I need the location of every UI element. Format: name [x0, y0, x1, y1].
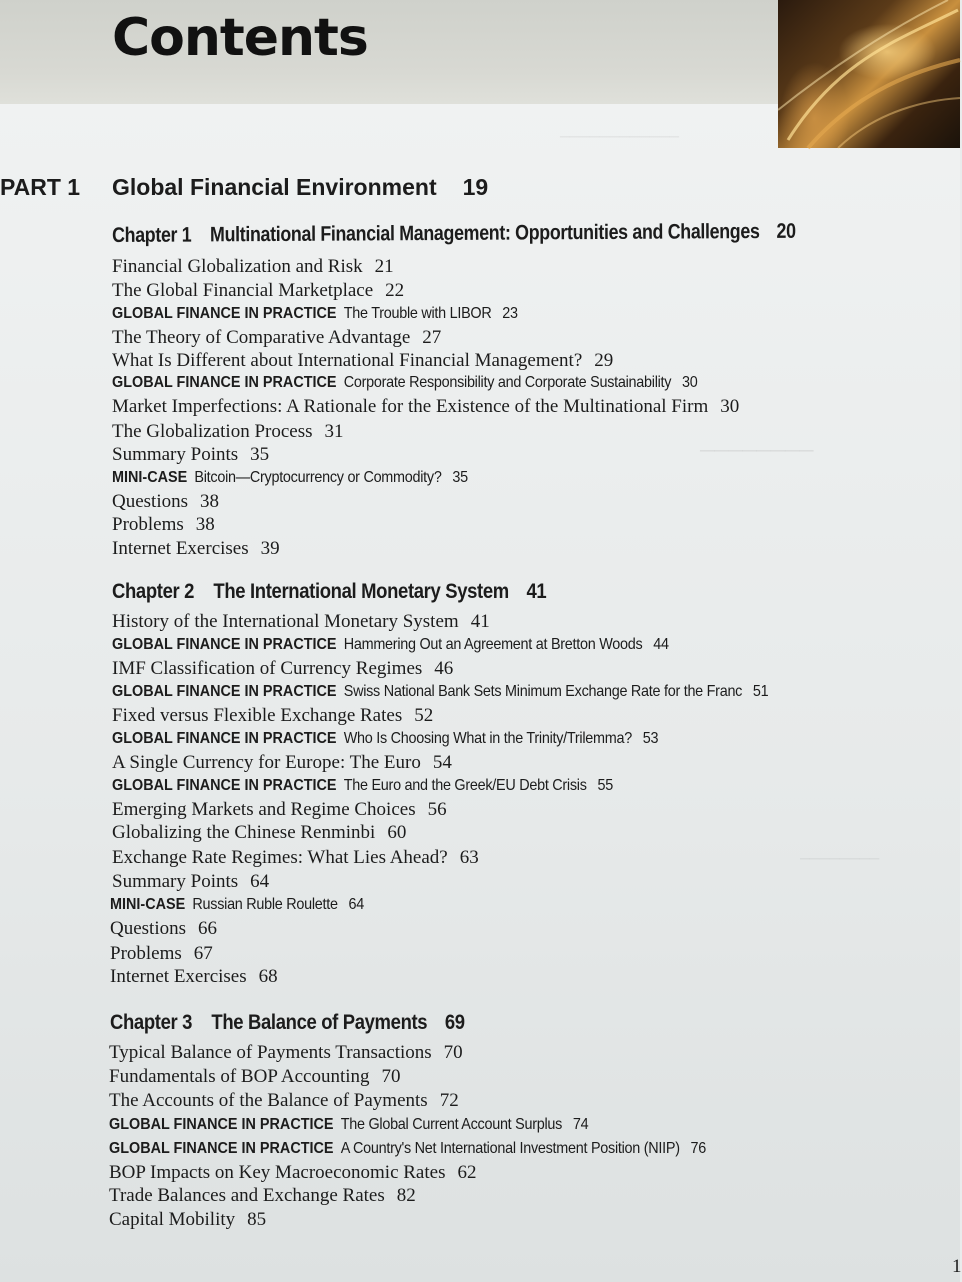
entry-tag: GLOBAL FINANCE IN PRACTICE	[109, 1116, 334, 1133]
entry-text: Internet Exercises	[112, 538, 249, 559]
entry-text: Exchange Rate Regimes: What Lies Ahead?	[112, 847, 448, 868]
entry-tag: GLOBAL FINANCE IN PRACTICE	[112, 374, 337, 391]
entry-text: History of the International Monetary System	[112, 611, 459, 632]
entry-tag: GLOBAL FINANCE IN PRACTICE	[112, 730, 337, 747]
toc-entry	[112, 256, 394, 278]
entry-page-number: 82	[396, 1185, 416, 1206]
corner-photo	[778, 0, 960, 148]
entry-page-number: 76	[690, 1140, 707, 1157]
toc-entry	[112, 611, 490, 633]
chapter-page-number: 20	[776, 219, 796, 243]
toc-entry	[112, 705, 433, 727]
toc-entry-feature	[109, 1116, 588, 1134]
toc-entry	[109, 1042, 463, 1064]
chapter-number: Chapter 3	[110, 1011, 193, 1034]
entry-page-number: 27	[422, 327, 442, 348]
entry-page-number: 64	[250, 871, 270, 892]
chapter-title: The International Monetary System	[213, 580, 509, 603]
entry-text: Corporate Responsibility and Corporate Sustainability	[343, 374, 672, 391]
entry-page-number: 41	[470, 611, 490, 632]
entry-text: The Global Current Account Surplus	[340, 1116, 563, 1133]
toc-entry	[112, 421, 344, 443]
toc-entry	[112, 799, 447, 821]
entry-page-number: 64	[348, 896, 365, 913]
toc-entry	[110, 943, 213, 965]
entry-page-number: 68	[258, 966, 278, 987]
toc-entry	[112, 847, 479, 869]
chapter-number: Chapter 1	[112, 223, 192, 247]
entry-page-number: 85	[247, 1209, 267, 1230]
toc-entry	[112, 327, 441, 349]
entry-page-number: 38	[195, 514, 215, 535]
toc-entry	[112, 871, 269, 893]
entry-page-number: 35	[250, 444, 270, 465]
entry-tag: GLOBAL FINANCE IN PRACTICE	[112, 777, 337, 794]
entry-page-number: 30	[720, 396, 740, 417]
entry-page-number: 51	[752, 683, 769, 700]
entry-text: Market Imperfections: A Rationale for the Existence of the Multinational Firm	[112, 396, 709, 417]
entry-tag: GLOBAL FINANCE IN PRACTICE	[112, 636, 337, 653]
entry-text: Globalizing the Chinese Renminbi	[112, 822, 376, 843]
chapter-page-number: 69	[444, 1011, 465, 1034]
entry-page-number: 21	[374, 256, 394, 277]
entry-page-number: 35	[452, 469, 468, 486]
chapter-heading	[110, 1011, 465, 1035]
toc-entry	[110, 918, 217, 940]
entry-text: What Is Different about International Financial Management?	[112, 350, 583, 371]
entry-tag: GLOBAL FINANCE IN PRACTICE	[112, 305, 337, 322]
toc-entry	[112, 538, 280, 560]
toc-entry-feature	[109, 1140, 706, 1158]
entry-text: Questions	[110, 918, 186, 939]
entry-page-number: 56	[427, 799, 447, 820]
entry-tag: GLOBAL FINANCE IN PRACTICE	[109, 1140, 334, 1157]
entry-text: Bitcoin—Cryptocurrency or Commodity?	[194, 469, 442, 486]
entry-text: IMF Classification of Currency Regimes	[112, 658, 423, 679]
entry-page-number: 63	[459, 847, 479, 868]
toc-entry-feature	[112, 374, 697, 392]
entry-text: BOP Impacts on Key Macroeconomic Rates	[109, 1162, 446, 1183]
chapter-title: Multinational Financial Management: Opportunities and Challenges	[209, 220, 760, 247]
entry-tag: MINI-CASE	[110, 896, 186, 913]
toc-entry	[112, 491, 219, 513]
part-page-number: 19	[462, 174, 489, 200]
entry-text: Summary Points	[112, 444, 239, 465]
entry-page-number: 67	[193, 943, 213, 964]
toc-entry	[109, 1066, 401, 1088]
entry-page-number: 30	[682, 374, 698, 391]
entry-text: Russian Ruble Roulette	[192, 896, 338, 913]
toc-entry	[110, 966, 278, 988]
entry-text: The Trouble with LIBOR	[343, 305, 492, 322]
chapter-number: Chapter 2	[112, 580, 195, 603]
part-title-wrap	[112, 174, 488, 201]
toc-entry-feature	[112, 305, 518, 323]
entry-text: The Global Financial Marketplace	[112, 280, 374, 301]
entry-text: Typical Balance of Payments Transactions	[109, 1042, 432, 1063]
toc-entry	[112, 658, 453, 680]
toc-entry	[109, 1090, 459, 1112]
entry-page-number: 23	[502, 305, 518, 322]
toc-page: Contents ──────────── ──────── ──────── PART 1 Global Financial Environment 19 Chapter 1 Multinational Financial Management: Opportunities and Challenges 20 Financial Globalization and Risk 21 The Global Financial Marketplace 22 GLOBAL FINANCE IN PRACTICE The Trouble with LIBOR 23 The Theory of Comparative Advantage 27 What Is Different about International Financial Management? 29 GLOBAL FINANCE IN PRACTICE Corporate Responsibility and Corporate Sustainability 30 Market Imperfections: A Rationale for the Existence of the Multinational Firm 30 The Globalization Process 31 Summary Points 35 MINI-CASE Bitcoin—Cryptocurrency or Commodity? 35 Questions 38 Problems 38 Internet Exercises 39 Chapter 2 The International Monetary System 41 History of the International Monetary System 41 GLOBAL FINANCE IN PRACTICE Hammering Out an Agreement at Bretton Woods 44 IMF Classification of Currency Regimes 46 GLOBAL FINANCE IN PRACTICE Swiss National Bank Sets Minimum Exchange Rate for the Franc 51 Fixed versus Flexible Exchange Rates 52 GLOBAL FINANCE IN PRACTICE Who Is Choosing What in the Trinity/Trilemma? 53 A Single Currency for Europe: The Euro 54 GLOBAL FINANCE IN PRACTICE The Euro and the Greek/EU Debt Crisis 55 Emerging Markets and Regime Choices 56 Globalizing the Chinese Renminbi 60 Exchange Rate Regimes: What Lies Ahead? 63 Summary Points 64 MINI-CASE Russian Ruble Roulette 64 Questions 66 Problems 67 Internet Exercises 68 Chapter 3 The Balance of Payments 69 Typical Balance of Payments Transactions 70 Fundamentals of BOP Accounting 70 The Accounts of the Balance of Payments 72 GLOBAL FINANCE IN PRACTICE The Global Current Account Surplus 74 GLOBAL FINANCE IN PRACTICE A Country's Net International Investment Position (NIIP) 76 BOP Impacts on Key Macroeconomic Rates 62 Trade Balances and Exchange Rates 82 Capital Mobility 85 1	[0, 0, 960, 1282]
entry-text: Capital Mobility	[109, 1209, 236, 1230]
entry-text: Fundamentals of BOP Accounting	[109, 1066, 370, 1087]
entry-page-number: 55	[597, 777, 613, 794]
entry-tag: MINI-CASE	[112, 469, 188, 486]
entry-page-number: 44	[653, 636, 669, 653]
entry-page-number: 70	[443, 1042, 463, 1063]
toc-entry	[112, 444, 269, 466]
toc-entry	[112, 396, 739, 418]
entry-text: The Accounts of the Balance of Payments	[109, 1090, 428, 1111]
part-label: PART 1	[0, 174, 81, 200]
toc-entry	[109, 1162, 476, 1184]
chapter-heading	[112, 220, 796, 248]
entry-text: Swiss National Bank Sets Minimum Exchange Rate for the Franc	[343, 683, 743, 700]
entry-page-number: 54	[432, 752, 452, 773]
entry-page-number: 29	[594, 350, 614, 371]
entry-text: Financial Globalization and Risk	[112, 256, 363, 277]
entry-text: Hammering Out an Agreement at Bretton Woods	[343, 636, 643, 653]
entry-page-number: 70	[381, 1066, 401, 1087]
chapter-title: The Balance of Payments	[211, 1011, 428, 1034]
toc-entry	[109, 1209, 266, 1231]
entry-page-number: 39	[260, 538, 280, 559]
entry-page-number: 72	[439, 1090, 459, 1111]
toc-entry-feature	[112, 636, 669, 654]
toc-entry	[112, 514, 215, 536]
entry-text: The Euro and the Greek/EU Debt Crisis	[343, 777, 587, 794]
toc-entry-mini-case	[110, 896, 364, 914]
entry-text: A Country's Net International Investment Position (NIIP)	[340, 1140, 680, 1157]
entry-page-number: 46	[434, 658, 454, 679]
entry-text: A Single Currency for Europe: The Euro	[112, 752, 421, 773]
chapter-heading	[112, 580, 546, 604]
entry-page-number: 74	[572, 1116, 589, 1133]
toc-entry-feature	[112, 683, 768, 701]
entry-tag: GLOBAL FINANCE IN PRACTICE	[112, 683, 337, 700]
page-title: Contents	[112, 8, 368, 68]
entry-text: Summary Points	[112, 871, 239, 892]
entry-text: Who Is Choosing What in the Trinity/Trilemma?	[343, 730, 632, 747]
entry-text: Problems	[110, 943, 182, 964]
chapter-page-number: 41	[526, 580, 547, 603]
entry-text: Problems	[112, 514, 184, 535]
toc-entry	[112, 280, 404, 302]
page-number: 1	[952, 1256, 962, 1277]
entry-text: Trade Balances and Exchange Rates	[109, 1185, 385, 1206]
entry-text: Emerging Markets and Regime Choices	[112, 799, 416, 820]
toc-entry	[112, 822, 406, 844]
toc-entry-feature	[112, 730, 658, 748]
entry-page-number: 31	[324, 421, 344, 442]
entry-page-number: 22	[385, 280, 405, 301]
toc-entry-feature	[112, 777, 613, 795]
entry-text: The Theory of Comparative Advantage	[112, 327, 411, 348]
entry-text: Fixed versus Flexible Exchange Rates	[112, 705, 403, 726]
part-title: Global Financial Environment	[112, 174, 437, 200]
entry-page-number: 62	[457, 1162, 477, 1183]
entry-page-number: 53	[642, 730, 659, 747]
toc-entry	[109, 1185, 416, 1207]
toc-entry	[112, 350, 613, 372]
entry-text: Questions	[112, 491, 188, 512]
entry-text: Internet Exercises	[110, 966, 247, 987]
toc-entry	[112, 752, 452, 774]
entry-page-number: 52	[414, 705, 434, 726]
entry-page-number: 38	[200, 491, 219, 512]
entry-text: The Globalization Process	[112, 421, 313, 442]
toc-entry-mini-case	[112, 469, 468, 487]
entry-page-number: 66	[198, 918, 217, 939]
entry-page-number: 60	[387, 822, 407, 843]
